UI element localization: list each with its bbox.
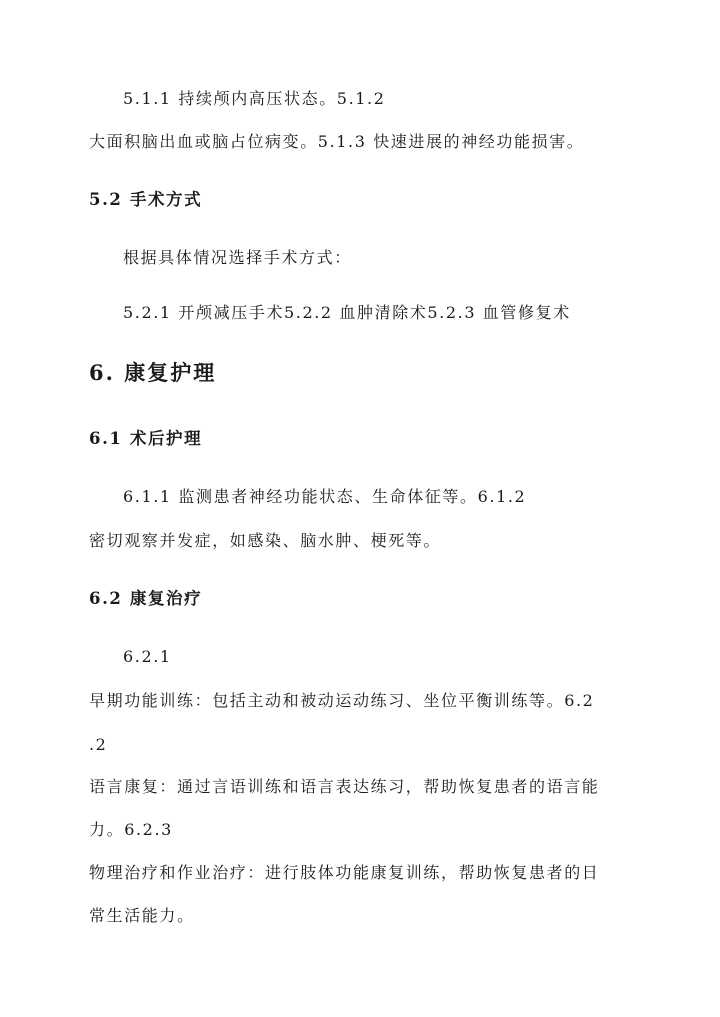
heading-6-2: 6.2 康复治疗	[89, 589, 203, 608]
paragraph-6-2-1-line-1: 早期功能训练：包括主动和被动运动练习、坐位平衡训练等。6.2	[89, 691, 595, 710]
paragraph-6-2-2-line-1: 语言康复：通过言语训练和语言表达练习，帮助恢复患者的语言能	[89, 777, 600, 796]
paragraph-5-1-line-2: 大面积脑出血或脑占位病变。5.1.3 快速进展的神经功能损害。	[89, 132, 585, 151]
heading-6: 6. 康复护理	[89, 360, 217, 385]
paragraph-6-2-1-number: 6.2.1	[123, 647, 172, 666]
paragraph-6-2-2-line-2: 力。6.2.3	[89, 820, 173, 839]
paragraph-5-2-intro: 根据具体情况选择手术方式：	[123, 248, 352, 267]
heading-6-1: 6.1 术后护理	[89, 429, 203, 448]
paragraph-5-1-line-1: 5.1.1 持续颅内高压状态。5.1.2	[123, 89, 386, 108]
paragraph-6-1-line-2: 密切观察并发症，如感染、脑水肿、梗死等。	[89, 531, 442, 550]
heading-5-2: 5.2 手术方式	[89, 190, 203, 209]
paragraph-6-2-2-number: .2	[89, 735, 108, 754]
paragraph-6-2-3-line-1: 物理治疗和作业治疗：进行肢体功能康复训练，帮助恢复患者的日	[89, 863, 600, 882]
paragraph-6-2-3-line-2: 常生活能力。	[89, 906, 195, 925]
paragraph-5-2-items: 5.2.1 开颅减压手术5.2.2 血肿清除术5.2.3 血管修复术	[123, 303, 571, 322]
paragraph-6-1-line-1: 6.1.1 监测患者神经功能状态、生命体征等。6.1.2	[123, 487, 527, 506]
